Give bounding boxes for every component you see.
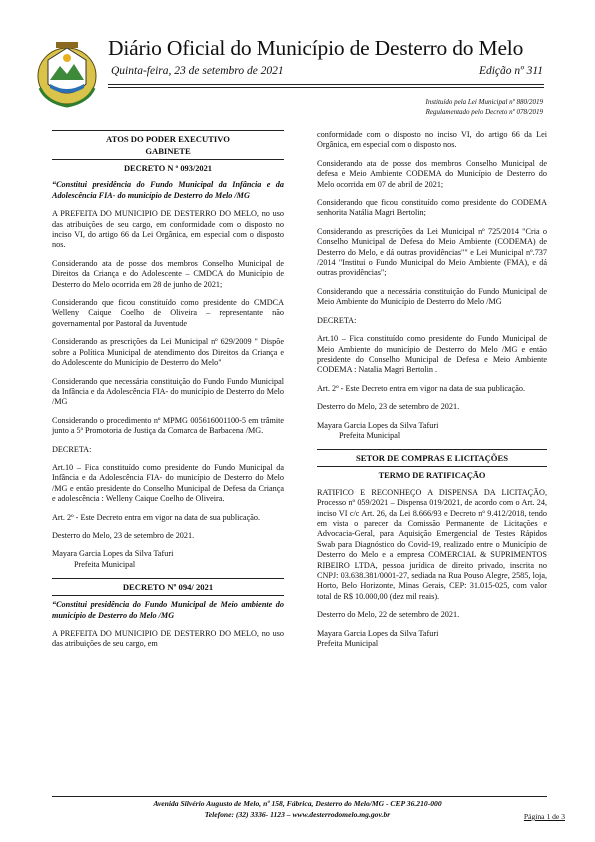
paragraph: Considerando ata de posse dos membros Conselho Municipal de defesa e Meio Ambiente CODEMA do Município de Desterro do Melo ocorrida em 07 de abril de 2021;: [317, 158, 547, 189]
edition-number: Edição nº 311: [478, 65, 543, 77]
paragraph: conformidade com o disposto no inciso VI, do artigo 66 da Lei Orgânica, em especial com o disposto nos.: [317, 130, 547, 150]
article-2: Art. 2º - Este Decreto entra em vigor na data de sua publicação.: [52, 512, 261, 522]
section-heading-purchasing: SETOR DE COMPRAS E LICITAÇÕES: [317, 449, 547, 467]
place-date: Desterro do Melo, 23 de setembro de 2021.: [52, 530, 195, 540]
signer-role: Prefeita Municipal: [317, 639, 379, 649]
paragraph: Considerando que a necessária constituição do Fundo Municipal de Meio Ambiente do Município de Desterro do Melo /MG: [317, 286, 547, 307]
article-2: Art. 2º - Este Decreto entra em vigor na data de sua publicação.: [317, 383, 526, 393]
footer-address: Avenida Silvério Augusto de Melo, nº 158, Fábrica, Desterro do Melo/MG - CEP 36.210-000: [153, 799, 442, 808]
coat-of-arms-icon: [36, 40, 98, 108]
signature-block: [317, 629, 547, 650]
paragraph: Considerando as prescrições da Lei Municipal nº 725/2014 "Cria o Conselho Municipal de Defesa do Meio Ambiente (CODEMA) de Desterro do Melo, e dá outras providências"" e Lei Municipal nº.737 /2014 "Institui o Fundo Municipal do Meio Ambiente (FMA), e dá outras providências";: [317, 226, 547, 278]
paragraph: Considerando as prescrições da Lei Municipal nº 629/2009 " Dispõe sobre a Política Municipal de atendimento dos Direitos da Criança e do Adolescente do Município de Desterro do Melo": [52, 337, 284, 368]
place-date: Desterro do Melo, 23 de setembro de 2021.: [317, 402, 460, 412]
header-rule-2: [108, 87, 544, 88]
signature-block: [52, 549, 284, 570]
right-column: [317, 130, 547, 657]
paragraph: A PREFEITA DO MUNICIPIO DE DESTERRO DO MELO, no uso das atribuições de seu cargo, em conformidade com o disposto no inciso VI, do artigo 66 da Lei Orgânica, em especial com o disposto nos.: [52, 209, 284, 250]
regulated-by: Regulamentado pelo Decreto nº 078/2019: [425, 108, 543, 116]
paragraph: Considerando ata de posse dos membros Conselho Municipal de Direitos da Criança e do Adolescente – CMDCA do Município de Desterro do Melo ocorrida em 28 de junho de 2021;: [52, 258, 284, 289]
signer-name: Mayara Garcia Lopes da Silva Tafuri: [52, 549, 174, 559]
footer-rule: [52, 796, 547, 797]
decree-summary: “Constitui presidência do Fundo Municipal da Infância e da Adolescência FIA- do município de Desterro do Melo /MG: [52, 180, 284, 200]
header-rule: [108, 84, 544, 85]
paragraph: Considerando que ficou constituído como presidente do CODEMA senhorita Natália Magri Bertolin;: [317, 198, 547, 218]
decree-summary: “Constitui presidência do Fundo Municipal de Meio ambiente do município de Desterro do Melo /MG: [52, 600, 284, 620]
decree-2-title: DECRETO Nº 094/ 2021: [52, 578, 284, 596]
page-number: Página 1 de 3: [523, 812, 565, 821]
section-heading: ATOS DO PODER EXECUTIVO GABINETE: [52, 130, 284, 160]
signer-name: Mayara Garcia Lopes da Silva Tafuri: [317, 628, 439, 638]
paragraph: Considerando que necessária constituição do Fundo Fundo Municipal da Infância e da Adolescência FIA- do município de Desterro do Melo /MG: [52, 376, 284, 407]
paragraph: A PREFEITA DO MUNICIPIO DE DESTERRO DO MELO, no uso das atribuições de seu cargo, em: [52, 629, 284, 649]
ratification-title: TERMO DE RATIFICAÇÃO: [378, 471, 486, 481]
newspaper-title: Diário Oficial do Município de Desterro do Melo: [108, 36, 524, 60]
place-date: Desterro do Melo, 22 de setembro de 2021.: [317, 610, 460, 620]
instituted-by: Instituído pela Lei Municipal nº 880/2019: [425, 98, 543, 106]
issue-date: Quinta-feira, 23 de setembro de 2021: [111, 65, 284, 77]
decreta-label: DECRETA:: [52, 444, 92, 454]
signer-name: Mayara Garcia Lopes da Silva Tafuri: [317, 420, 439, 430]
left-column: [52, 130, 284, 658]
ratification-text: RATIFICO E RECONHEÇO A DISPENSA DA LICITAÇÃO, Processo nº 059/2021 – Dispensa 019/2021, de acordo com o Art. 24, inciso VI c/c Art. 26, da Lei 8.666/93 e Decreto nº 9.412/2018, tendo em vista o parecer da Comissão Permanente de Licitações e Advocacia-Geral, para Aquisição Emergencial de Testes Rápidos Swab para Diagnóstico do Covid-19, realizado entre o Município de Desterro do Melo e a empresa COMERCIAL & SUPRIMENTOS RIBEIRO LTDA, pessoa jurídica de direito privado, inscrita no CNPJ: 03.638.381/0001-27, sediada na Rua Pouso Alegre, 2585, loja, Horto, Belo Horizonte, Minas Gerais, CEP: 31.015-025, com valor total de R$ 10.000,00 (dez mil reais).: [317, 487, 547, 601]
paragraph: Considerando o procedimento nº MPMG 005616001100-5 em trâmite junto a 5ª Promotoria de Justiça da Comarca de Barbacena /MG.: [52, 415, 284, 436]
decree-title: DECRETO N º 093/2021: [124, 164, 212, 173]
footer-contact: Telefone: (32) 3336- 1123 – www.desterrodomelo.mg.gov.br: [204, 810, 391, 819]
decreta-label: DECRETA:: [317, 315, 357, 325]
signer-role: Prefeita Municipal: [339, 430, 401, 440]
signature-block: [317, 421, 547, 442]
signer-role: Prefeita Municipal: [74, 559, 136, 569]
article-1: Art.10 – Fica constituído como presidente do Fundo Municipal da Infância e da Adolescência FIA- do município de Desterro do Melo /MG e então presidente do Conselho Municipal de Defesa da Criança e adolescência : Welleny Caique Coelho de Oliveira.: [52, 462, 284, 504]
paragraph: Considerando que ficou constituído como presidente do CMDCA Welleny Caique Coelho de Oliveira – representante não governamental por Pastoral da Juventude: [52, 298, 284, 328]
article-1: Art.10 – Fica constituído como presidente do Fundo Municipal de Meio Ambiente do município de Desterro do Melo /MG e então presidente do Conselho Municipal de Defesa e Meio Ambiente CODEMA : Natalia Magri Bertolin .: [317, 334, 547, 375]
